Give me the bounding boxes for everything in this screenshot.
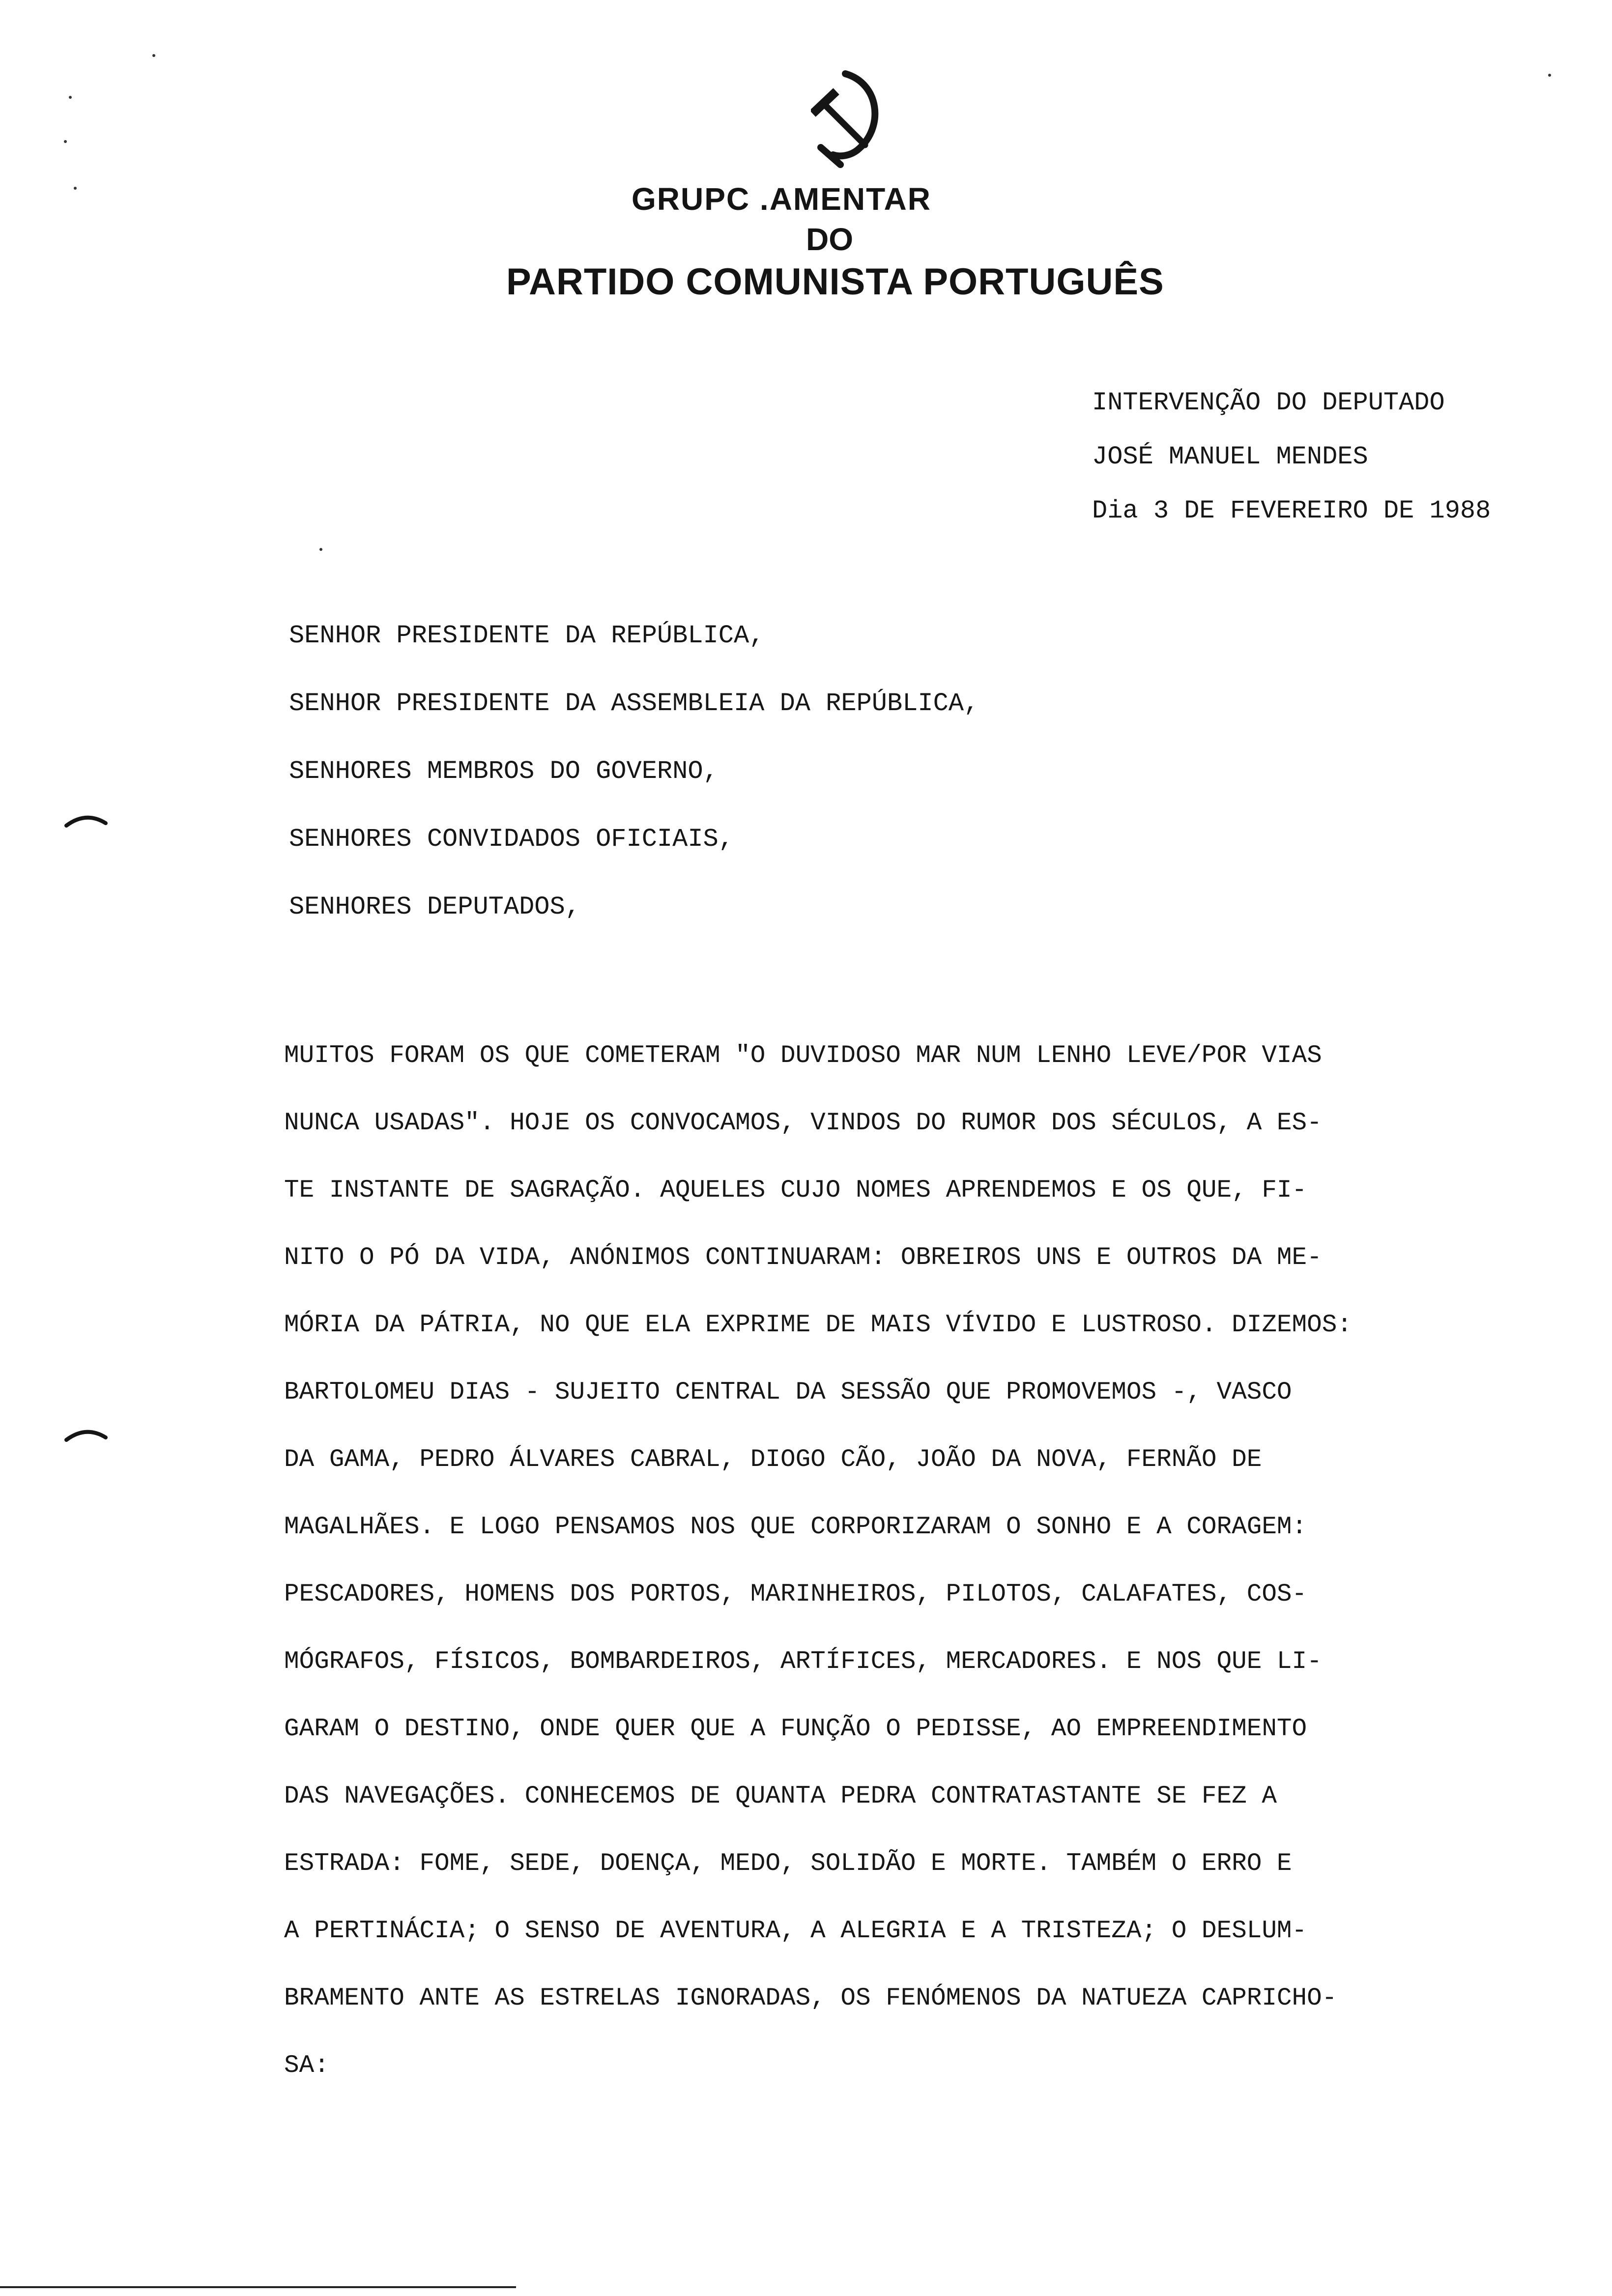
body-line: A PERTINÁCIA; O SENSO DE AVENTURA, A ALEGRIA E A TRISTEZA; O DESLUM- xyxy=(284,1917,1307,1945)
salutation-line: SENHOR PRESIDENTE DA REPÚBLICA, xyxy=(289,621,765,650)
salutation-line: SENHOR PRESIDENTE DA ASSEMBLEIA DA REPÚBLICA, xyxy=(289,689,979,718)
header-group-line: GRUPC .AMENTAR xyxy=(632,181,931,217)
meta-line: Dia 3 DE FEVEREIRO DE 1988 xyxy=(1092,496,1491,525)
body-line: PESCADORES, HOMENS DOS PORTOS, MARINHEIROS, PILOTOS, CALAFATES, COS- xyxy=(284,1580,1307,1608)
body-line: DA GAMA, PEDRO ÁLVARES CABRAL, DIOGO CÃO, JOÃO DA NOVA, FERNÃO DE xyxy=(284,1446,1262,1474)
body-line: MÓRIA DA PÁTRIA, NO QUE ELA EXPRIME DE MAIS VÍVIDO E LUSTROSO. DIZEMOS: xyxy=(284,1311,1352,1339)
header-party-name: PARTIDO COMUNISTA PORTUGUÊS xyxy=(506,261,1164,303)
meta-line: INTERVENÇÃO DO DEPUTADO xyxy=(1092,388,1445,417)
hammer-and-sickle-icon xyxy=(811,64,894,172)
scan-speck xyxy=(319,548,322,551)
meta-line: JOSÉ MANUEL MENDES xyxy=(1092,442,1368,471)
salutation-line: SENHORES CONVIDADOS OFICIAIS, xyxy=(289,825,734,854)
body-line: MAGALHÃES. E LOGO PENSAMOS NOS QUE CORPORIZARAM O SONHO E A CORAGEM: xyxy=(284,1513,1307,1541)
scan-speck xyxy=(74,187,77,190)
speech-body xyxy=(284,1022,1352,2099)
speech-metadata xyxy=(1092,376,1491,538)
body-line: ESTRADA: FOME, SEDE, DOENÇA, MEDO, SOLIDÃO E MORTE. TAMBÉM O ERRO E xyxy=(284,1850,1292,1878)
salutation-line: SENHORES DEPUTADOS, xyxy=(289,892,580,921)
body-line: GARAM O DESTINO, ONDE QUER QUE A FUNÇÃO O PEDISSE, AO EMPREENDIMENTO xyxy=(284,1715,1307,1743)
body-line: SA: xyxy=(284,2052,329,2080)
body-line: MÓGRAFOS, FÍSICOS, BOMBARDEIROS, ARTÍFICES, MERCADORES. E NOS QUE LI- xyxy=(284,1648,1322,1676)
body-line: MUITOS FORAM OS QUE COMETERAM "O DUVIDOSO MAR NUM LENHO LEVE/POR VIAS xyxy=(284,1042,1322,1070)
salutations xyxy=(289,602,979,941)
bottom-rule xyxy=(0,2286,516,2288)
body-line: DAS NAVEGAÇÕES. CONHECEMOS DE QUANTA PEDRA CONTRATASTANTE SE FEZ A xyxy=(284,1782,1277,1810)
body-line: BARTOLOMEU DIAS - SUJEITO CENTRAL DA SESSÃO QUE PROMOVEMOS -, VASCO xyxy=(284,1378,1292,1406)
scan-speck xyxy=(64,140,67,143)
margin-mark xyxy=(64,1425,108,1443)
scan-speck xyxy=(69,96,72,99)
margin-mark xyxy=(64,811,108,829)
body-line: TE INSTANTE DE SAGRAÇÃO. AQUELES CUJO NOMES APRENDEMOS E OS QUE, FI- xyxy=(284,1177,1307,1205)
body-line: BRAMENTO ANTE AS ESTRELAS IGNORADAS, OS FENÓMENOS DA NATUEZA CAPRICHO- xyxy=(284,1984,1337,2012)
body-line: NUNCA USADAS". HOJE OS CONVOCAMOS, VINDOS DO RUMOR DOS SÉCULOS, A ES- xyxy=(284,1109,1322,1137)
salutation-line: SENHORES MEMBROS DO GOVERNO, xyxy=(289,757,719,786)
scan-speck xyxy=(1548,74,1551,77)
header-do-line: DO xyxy=(806,222,853,257)
body-line: NITO O PÓ DA VIDA, ANÓNIMOS CONTINUARAM: OBREIROS UNS E OUTROS DA ME- xyxy=(284,1244,1322,1272)
scan-speck xyxy=(152,54,155,57)
